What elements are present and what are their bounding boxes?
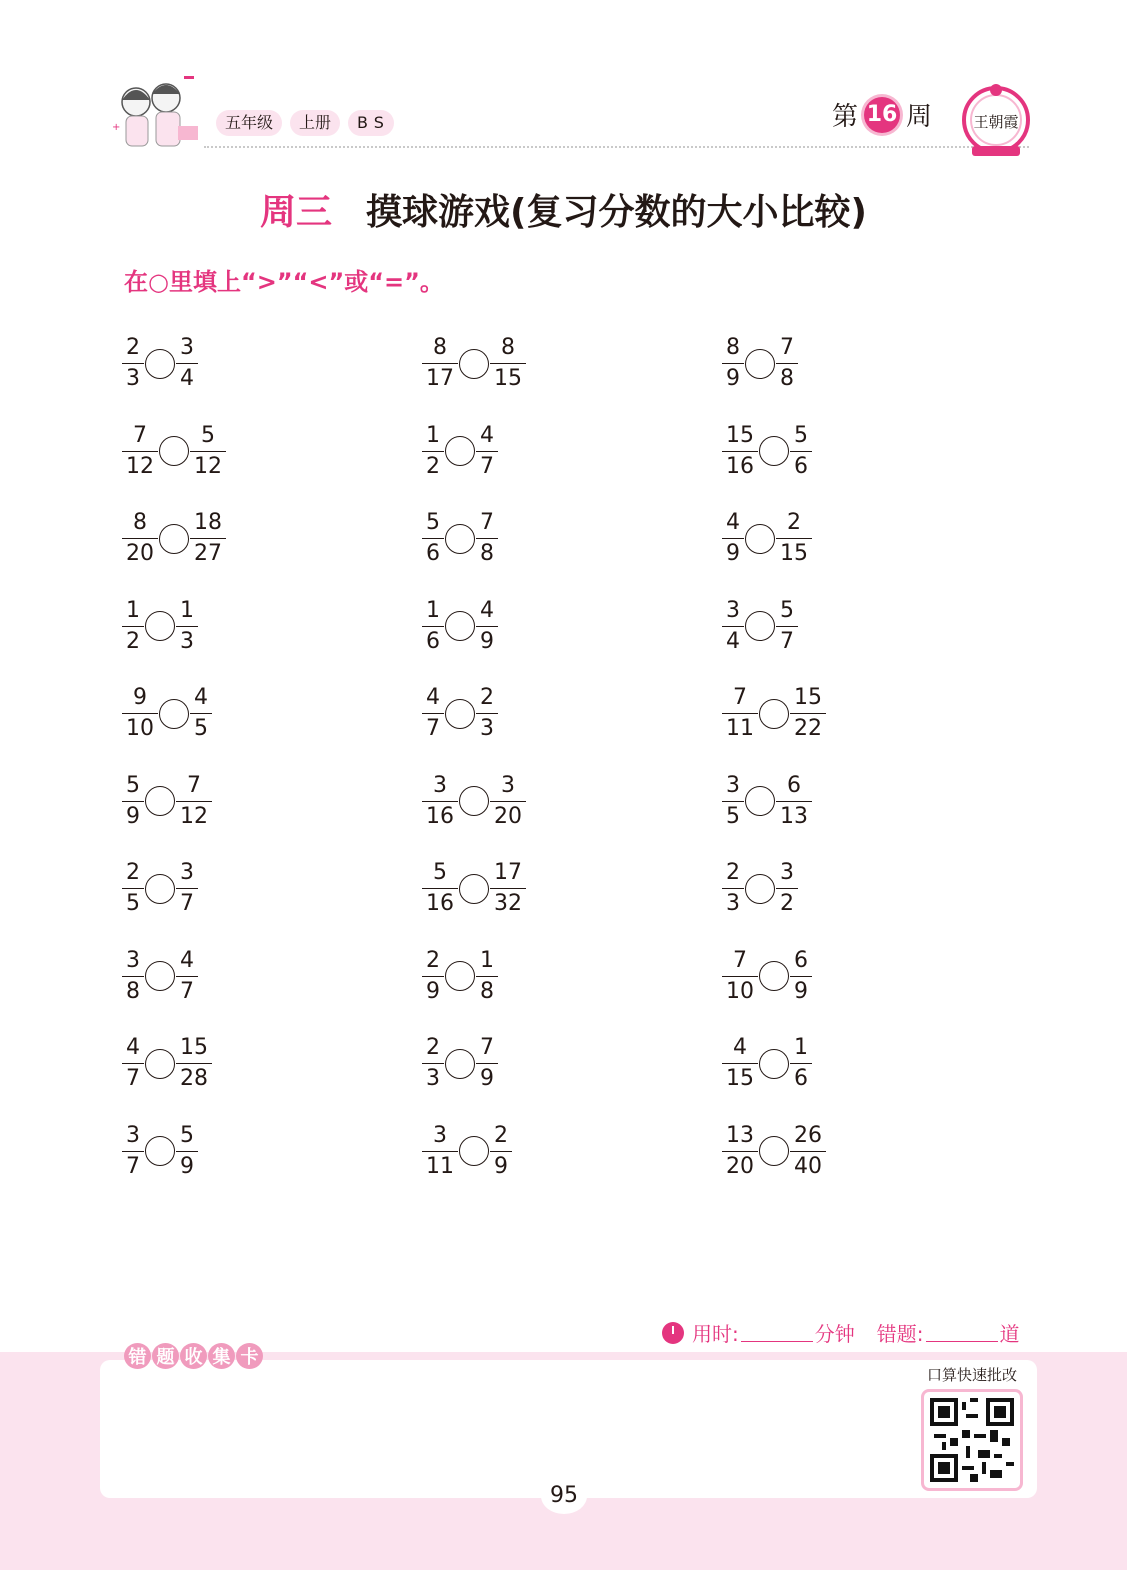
answer-circle[interactable] (459, 349, 489, 379)
numerator: 9 (133, 685, 147, 711)
numerator: 7 (480, 1035, 494, 1061)
denominator: 5 (722, 801, 744, 831)
answer-circle[interactable] (745, 611, 775, 641)
answer-circle[interactable] (759, 1049, 789, 1079)
answer-circle[interactable] (159, 699, 189, 729)
time-blank[interactable] (741, 1323, 813, 1342)
denominator: 2 (422, 451, 444, 481)
right-fraction (176, 597, 198, 656)
denominator: 5 (122, 888, 144, 918)
numerator: 5 (180, 1122, 194, 1148)
left-fraction (122, 1034, 144, 1093)
numerator: 3 (180, 860, 194, 886)
right-fraction (790, 684, 826, 743)
numerator: 3 (180, 335, 194, 361)
numerator: 4 (194, 685, 208, 711)
qr-section (914, 1364, 1030, 1492)
numerator: 5 (201, 422, 215, 448)
right-fraction (776, 334, 798, 393)
denominator: 8 (122, 976, 144, 1006)
answer-circle[interactable] (759, 1136, 789, 1166)
exercise-row (122, 320, 1022, 408)
numerator: 7 (733, 685, 747, 711)
exercise-row (122, 670, 1022, 758)
comparison-problem (422, 320, 722, 408)
numerator: 26 (794, 1122, 822, 1148)
numerator: 6 (787, 772, 801, 798)
denominator: 2 (776, 888, 798, 918)
denominator: 16 (422, 801, 458, 831)
numerator: 18 (194, 510, 222, 536)
denominator: 3 (122, 363, 144, 393)
answer-circle[interactable] (145, 611, 175, 641)
numerator: 7 (733, 947, 747, 973)
answer-circle[interactable] (745, 349, 775, 379)
denominator: 12 (176, 801, 212, 831)
denominator: 20 (490, 801, 526, 831)
numerator: 3 (126, 947, 140, 973)
denominator: 13 (776, 801, 812, 831)
denominator: 17 (422, 363, 458, 393)
left-fraction (422, 859, 458, 918)
comparison-problem (122, 1020, 422, 1108)
denominator: 7 (422, 713, 444, 743)
header-divider (204, 146, 1029, 148)
comparison-problem (122, 758, 422, 846)
numerator: 1 (480, 947, 494, 973)
denominator: 3 (422, 1063, 444, 1093)
numerator: 2 (126, 860, 140, 886)
left-fraction (722, 509, 744, 568)
numerator: 5 (126, 772, 140, 798)
left-fraction (422, 422, 444, 481)
denominator: 7 (122, 1063, 144, 1093)
denominator: 8 (476, 976, 498, 1006)
left-fraction (422, 684, 444, 743)
comparison-problem (722, 933, 1022, 1021)
numerator: 1 (426, 597, 440, 623)
comparison-problem (722, 845, 1022, 933)
denominator: 3 (176, 626, 198, 656)
comparison-problem (422, 845, 722, 933)
denominator: 8 (476, 538, 498, 568)
denominator: 2 (122, 626, 144, 656)
answer-circle[interactable] (145, 1136, 175, 1166)
comparison-problem (422, 670, 722, 758)
numerator: 5 (794, 422, 808, 448)
denominator: 6 (422, 538, 444, 568)
numerator: 6 (794, 947, 808, 973)
denominator: 15 (490, 363, 526, 393)
qr-code[interactable] (921, 1389, 1023, 1491)
comparison-problem (122, 933, 422, 1021)
week-prefix: 第 (832, 102, 859, 132)
right-fraction (190, 509, 226, 568)
denominator: 9 (176, 1151, 198, 1181)
errors-label: 错题: (876, 1322, 924, 1346)
tag-char: 题 (152, 1343, 179, 1369)
left-fraction (122, 684, 158, 743)
numerator: 15 (794, 685, 822, 711)
exercise-row (122, 933, 1022, 1021)
exercise-row (122, 495, 1022, 583)
answer-circle[interactable] (145, 1049, 175, 1079)
answer-circle[interactable] (145, 961, 175, 991)
comparison-problem (422, 758, 722, 846)
comparison-problem (722, 320, 1022, 408)
logo-text: 王朝霞 (973, 113, 1019, 131)
exercise-row (122, 758, 1022, 846)
answer-circle[interactable] (459, 1136, 489, 1166)
answer-circle[interactable] (445, 1049, 475, 1079)
comparison-problem (422, 933, 722, 1021)
numerator: 5 (433, 860, 447, 886)
comparison-problem (122, 495, 422, 583)
left-fraction (122, 597, 144, 656)
answer-circle[interactable] (745, 524, 775, 554)
right-fraction (776, 509, 812, 568)
numerator: 8 (726, 335, 740, 361)
numerator: 2 (426, 1035, 440, 1061)
page-title (0, 184, 1127, 235)
denominator: 5 (190, 713, 212, 743)
errors-blank[interactable] (926, 1323, 998, 1342)
numerator: 7 (133, 422, 147, 448)
numerator: 4 (726, 510, 740, 536)
left-fraction (722, 772, 744, 831)
numerator: 4 (480, 597, 494, 623)
numerator: 4 (180, 947, 194, 973)
right-fraction (176, 1034, 212, 1093)
exercise-row (122, 845, 1022, 933)
svg-text:+: + (112, 122, 121, 133)
numerator: 2 (787, 510, 801, 536)
left-fraction (422, 597, 444, 656)
numerator: 13 (726, 1122, 754, 1148)
time-and-errors-line (662, 1318, 1020, 1347)
right-fraction (176, 1122, 198, 1181)
denominator: 6 (790, 1063, 812, 1093)
numerator: 2 (480, 685, 494, 711)
answer-circle[interactable] (145, 874, 175, 904)
denominator: 9 (790, 976, 812, 1006)
numerator: 2 (726, 860, 740, 886)
week-indicator (832, 96, 932, 133)
denominator: 9 (122, 801, 144, 831)
right-fraction (476, 684, 498, 743)
numerator: 4 (733, 1035, 747, 1061)
left-fraction (122, 422, 158, 481)
comparison-problem (422, 408, 722, 496)
denominator: 16 (722, 451, 758, 481)
exercise-row (122, 1020, 1022, 1108)
denominator: 9 (490, 1151, 512, 1181)
comparison-problem (722, 495, 1022, 583)
comparison-problem (122, 670, 422, 758)
comparison-problem (722, 408, 1022, 496)
denominator: 10 (722, 976, 758, 1006)
qr-code-icon (930, 1398, 1014, 1482)
left-fraction (722, 597, 744, 656)
denominator: 4 (176, 363, 198, 393)
left-fraction (122, 334, 144, 393)
numerator: 4 (426, 685, 440, 711)
lesson-title: 摸球游戏(复习分数的大小比较) (366, 192, 867, 233)
tag-char: 收 (180, 1343, 207, 1369)
numerator: 2 (126, 335, 140, 361)
denominator: 12 (190, 451, 226, 481)
numerator: 4 (126, 1035, 140, 1061)
comparison-problem (422, 1020, 722, 1108)
denominator: 9 (476, 1063, 498, 1093)
comparison-problem (122, 583, 422, 671)
week-number-badge: 16 (864, 97, 900, 133)
denominator: 22 (790, 713, 826, 743)
right-fraction (176, 947, 198, 1006)
comparison-problem (122, 320, 422, 408)
edition-pill: BS (348, 110, 394, 136)
denominator: 8 (776, 363, 798, 393)
numerator: 3 (726, 597, 740, 623)
numerator: 5 (780, 597, 794, 623)
right-fraction (476, 597, 498, 656)
day-label: 周三 (260, 192, 333, 233)
volume-pill: 上册 (290, 110, 340, 136)
denominator: 6 (422, 626, 444, 656)
comparison-problem (122, 408, 422, 496)
errors-unit: 道 (999, 1322, 1020, 1346)
left-fraction (122, 772, 144, 831)
denominator: 28 (176, 1063, 212, 1093)
answer-circle[interactable] (145, 786, 175, 816)
left-fraction (422, 509, 444, 568)
denominator: 7 (176, 888, 198, 918)
comparison-problem (722, 1108, 1022, 1196)
answer-circle[interactable] (159, 436, 189, 466)
exercise-row (122, 408, 1022, 496)
denominator: 7 (176, 976, 198, 1006)
qr-label: 口算快速批改 (926, 1366, 1017, 1384)
left-fraction (722, 1034, 758, 1093)
error-card-tag (124, 1343, 263, 1369)
right-fraction (176, 334, 198, 393)
numerator: 8 (133, 510, 147, 536)
denominator: 40 (790, 1151, 826, 1181)
numerator: 3 (501, 772, 515, 798)
answer-circle[interactable] (445, 699, 475, 729)
left-fraction (122, 509, 158, 568)
grade-pill: 五年级 (216, 110, 282, 136)
numerator: 3 (433, 1122, 447, 1148)
kids-illustration (108, 72, 204, 158)
numerator: 8 (501, 335, 515, 361)
comparison-problem (422, 583, 722, 671)
right-fraction (490, 334, 526, 393)
answer-circle[interactable] (159, 524, 189, 554)
right-fraction (790, 1122, 826, 1181)
right-fraction (176, 772, 212, 831)
left-fraction (422, 772, 458, 831)
denominator: 20 (122, 538, 158, 568)
right-fraction (790, 1034, 812, 1093)
answer-circle[interactable] (445, 961, 475, 991)
numerator: 1 (126, 597, 140, 623)
comparison-problem (122, 845, 422, 933)
denominator: 15 (776, 538, 812, 568)
answer-circle[interactable] (145, 349, 175, 379)
right-fraction (490, 859, 526, 918)
denominator: 10 (122, 713, 158, 743)
left-fraction (422, 947, 444, 1006)
numerator: 1 (794, 1035, 808, 1061)
numerator: 15 (180, 1035, 208, 1061)
tag-char: 集 (208, 1343, 235, 1369)
clock-icon (662, 1322, 684, 1344)
comparison-problem (722, 758, 1022, 846)
exercise-grid (122, 320, 1022, 1195)
right-fraction (790, 947, 812, 1006)
denominator: 6 (790, 451, 812, 481)
comparison-problem (122, 1108, 422, 1196)
answer-circle[interactable] (459, 786, 489, 816)
denominator: 9 (422, 976, 444, 1006)
right-fraction (776, 597, 798, 656)
numerator: 17 (494, 860, 522, 886)
numerator: 2 (426, 947, 440, 973)
denominator: 7 (476, 451, 498, 481)
numerator: 8 (433, 335, 447, 361)
brand-logo-icon (960, 80, 1032, 160)
exercise-row (122, 1108, 1022, 1196)
numerator: 5 (426, 510, 440, 536)
right-fraction (490, 772, 526, 831)
answer-circle[interactable] (445, 524, 475, 554)
left-fraction (722, 334, 744, 393)
denominator: 12 (122, 451, 158, 481)
denominator: 27 (190, 538, 226, 568)
denominator: 9 (722, 538, 744, 568)
left-fraction (722, 947, 758, 1006)
week-suffix: 周 (906, 102, 933, 132)
time-unit: 分钟 (814, 1322, 855, 1346)
right-fraction (776, 859, 798, 918)
right-fraction (476, 1034, 498, 1093)
left-fraction (122, 1122, 144, 1181)
page-number: 95 (541, 1478, 587, 1514)
numerator: 4 (480, 422, 494, 448)
left-fraction (422, 1122, 458, 1181)
denominator: 7 (776, 626, 798, 656)
answer-circle[interactable] (745, 874, 775, 904)
right-fraction (190, 684, 212, 743)
denominator: 11 (722, 713, 758, 743)
answer-circle[interactable] (759, 436, 789, 466)
left-fraction (722, 422, 758, 481)
numerator: 15 (726, 422, 754, 448)
tag-char: 错 (124, 1343, 151, 1369)
numerator: 7 (187, 772, 201, 798)
comparison-problem (422, 495, 722, 583)
comparison-problem (722, 1020, 1022, 1108)
exercise-row (122, 583, 1022, 671)
answer-circle[interactable] (445, 436, 475, 466)
right-fraction (490, 1122, 512, 1181)
numerator: 3 (126, 1122, 140, 1148)
left-fraction (422, 1034, 444, 1093)
comparison-problem (722, 670, 1022, 758)
left-fraction (422, 334, 458, 393)
left-fraction (722, 684, 758, 743)
right-fraction (190, 422, 226, 481)
left-fraction (122, 859, 144, 918)
denominator: 4 (722, 626, 744, 656)
answer-circle[interactable] (459, 874, 489, 904)
denominator: 16 (422, 888, 458, 918)
left-fraction (122, 947, 144, 1006)
left-fraction (722, 859, 744, 918)
time-label: 用时: (692, 1322, 739, 1346)
numerator: 3 (433, 772, 447, 798)
comparison-problem (422, 1108, 722, 1196)
right-fraction (476, 509, 498, 568)
right-fraction (176, 859, 198, 918)
denominator: 3 (722, 888, 744, 918)
comparison-problem (722, 583, 1022, 671)
denominator: 9 (476, 626, 498, 656)
right-fraction (790, 422, 812, 481)
denominator: 3 (476, 713, 498, 743)
numerator: 3 (780, 860, 794, 886)
denominator: 9 (722, 363, 744, 393)
denominator: 11 (422, 1151, 458, 1181)
answer-circle[interactable] (759, 699, 789, 729)
answer-circle[interactable] (745, 786, 775, 816)
right-fraction (776, 772, 812, 831)
answer-circle[interactable] (445, 611, 475, 641)
instruction: 在○里填上“>”“<”或“=”。 (124, 268, 444, 296)
grade-info (216, 110, 394, 136)
numerator: 1 (426, 422, 440, 448)
numerator: 1 (180, 597, 194, 623)
numerator: 2 (494, 1122, 508, 1148)
numerator: 7 (480, 510, 494, 536)
denominator: 15 (722, 1063, 758, 1093)
error-collection-card[interactable] (100, 1360, 1037, 1498)
right-fraction (476, 422, 498, 481)
numerator: 7 (780, 335, 794, 361)
numerator: 3 (726, 772, 740, 798)
tag-char: 卡 (236, 1343, 263, 1369)
answer-circle[interactable] (759, 961, 789, 991)
left-fraction (722, 1122, 758, 1181)
right-fraction (476, 947, 498, 1006)
denominator: 32 (490, 888, 526, 918)
denominator: 7 (122, 1151, 144, 1181)
denominator: 20 (722, 1151, 758, 1181)
